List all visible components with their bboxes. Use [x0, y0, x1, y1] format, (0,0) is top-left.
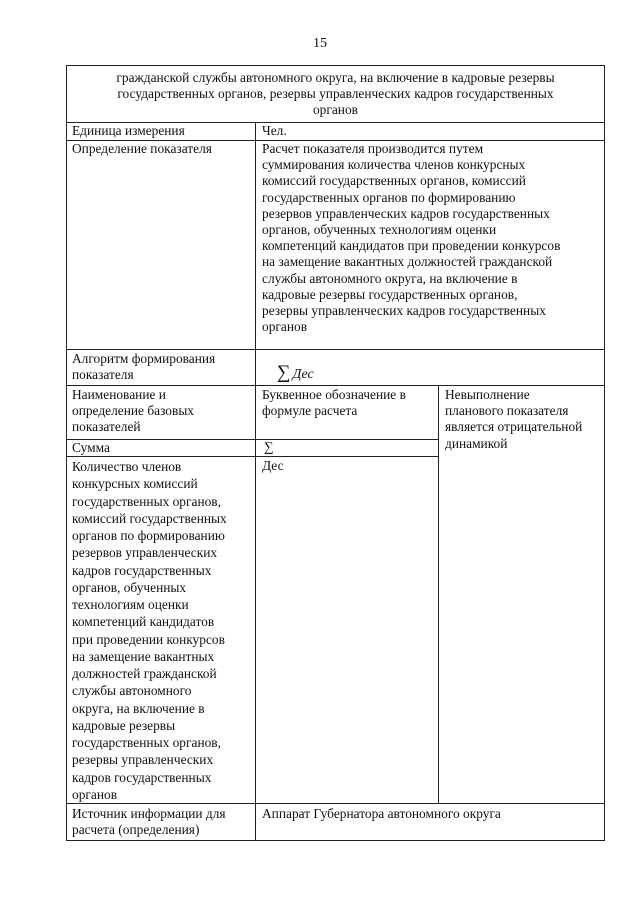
definition-value: Расчет показателя производится путем суммирования количества членов конкурсных комиссий государственных органов, комиссий государственных органов по формированию резервов управленческих кадров государственных органов, обученных технологиям оценки компетенций кандидатов при проведении конкурсов на замещение вакантных должностей гражданской службы автономного округа, на включение в кадровые резервы государственных органов, резервы управленческих кадров государственных органов — [262, 141, 561, 335]
count-row-name: Количество членов конкурсных комиссий государственных органов, комиссий государственных органов по формированию резервов управленческих кадров государственных органов, обученных технологиям оценки компетенций кандидатов при проведении конкурсов на замещение вакантных должностей гражданской службы автономного округа, на включение в кадровые резервы государственных органов, резервы управленческих кадров государственных органов — [72, 459, 227, 802]
source-value: Аппарат Губернатора автономного округа — [262, 806, 501, 821]
count-row-symbol: Дес — [262, 458, 284, 473]
column-divider-main — [255, 122, 256, 841]
row-divider-source-top — [66, 803, 605, 804]
sum-row-symbol: ∑ — [264, 439, 274, 454]
base-indicators-name-header: Наименование и определение базовых показателей — [72, 387, 195, 435]
table-top-continuation-text: гражданской службы автономного округа, на включение в кадровые резервы государственных органов, резервы управленческих кадров государственных органов — [116, 70, 555, 118]
algorithm-label: Алгоритм формирования показателя — [72, 351, 216, 383]
column-divider-note — [438, 385, 439, 803]
sigma-symbol: ∑ — [277, 362, 291, 384]
page-number: 15 — [313, 36, 327, 51]
row-divider-algorithm-top — [66, 349, 605, 350]
row-divider-count-top — [66, 456, 438, 457]
sum-row-name: Сумма — [72, 440, 110, 455]
source-label: Источник информации для расчета (определения) — [72, 806, 226, 838]
unit-value: Чел. — [262, 123, 287, 138]
row-divider-base-header-top — [66, 385, 605, 386]
base-indicators-symbol-header: Буквенное обозначение в формуле расчета — [262, 387, 406, 419]
row-divider-sum-top — [66, 439, 438, 440]
base-indicators-note: Невыполнение планового показателя является отрицательной динамикой — [445, 387, 583, 451]
table-border-left — [66, 65, 67, 841]
unit-label: Единица измерения — [72, 123, 185, 138]
table-border-right — [604, 65, 605, 841]
formula-variable: Дес — [292, 367, 314, 383]
table-border-top — [66, 65, 605, 66]
definition-label: Определение показателя — [72, 141, 212, 156]
table-border-bottom — [66, 840, 605, 841]
